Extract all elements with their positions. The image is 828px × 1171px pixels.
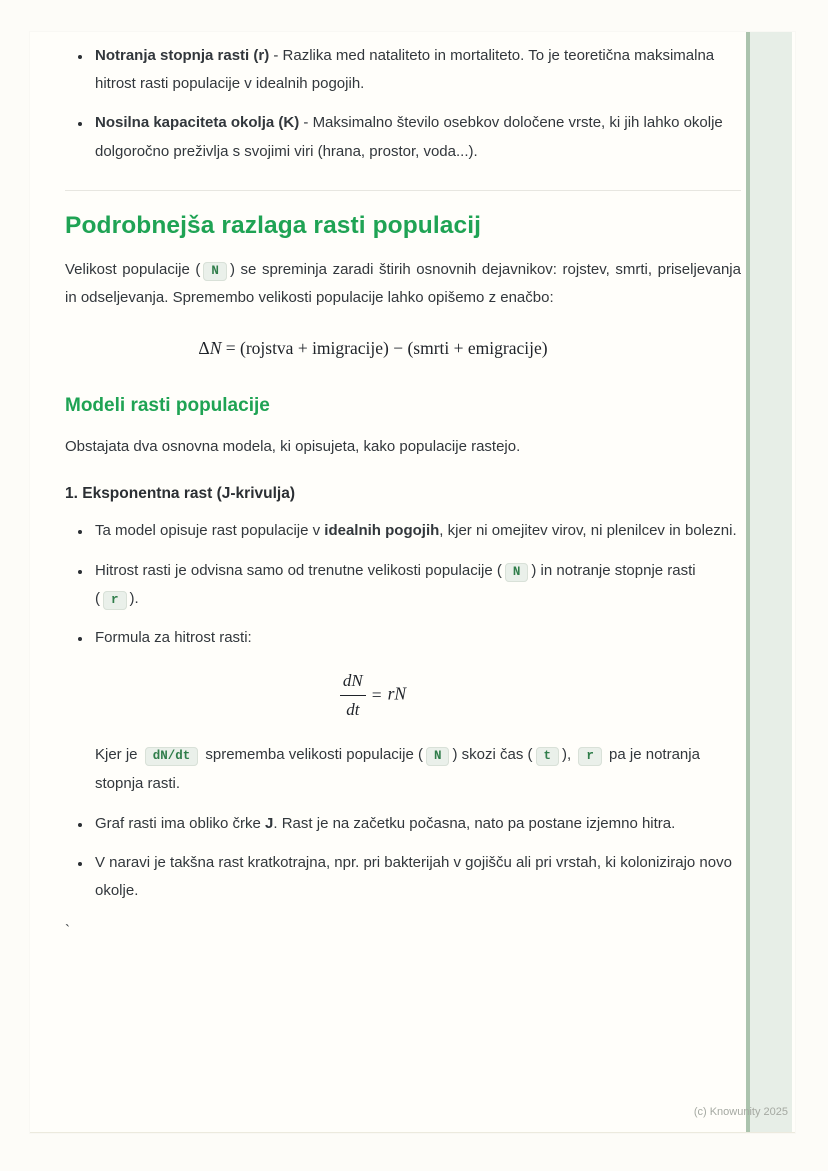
text-run: Graf rasti ima obliko črke	[95, 814, 266, 832]
stray-backtick-text	[65, 917, 741, 945]
text-run: ),	[562, 746, 576, 764]
text-run: sprememba velikosti populacije (	[201, 746, 423, 764]
math-roman: = (rojstva + imigracije) − (smrti + emigracije)	[221, 337, 548, 358]
bold-text: Notranja stopnja rasti (r)	[95, 47, 270, 64]
list-item	[92, 517, 741, 545]
text-run: V naravi je takšna rast kratkotrajna, npr. pri bakterijah v gojišču ali pri vrstah, ki kolonizirajo novo okolje.	[95, 853, 732, 900]
section-divider	[65, 190, 741, 191]
bullet-list	[65, 42, 741, 166]
inline-code-badge: N	[426, 747, 450, 766]
bold-text: Nosilna kapaciteta okolja (K)	[95, 114, 300, 132]
equation-growth-rate	[95, 670, 651, 721]
page-accent-bar	[746, 32, 792, 1132]
inline-code-badge: N	[203, 262, 227, 281]
text-run: ) skozi čas (	[452, 746, 533, 764]
math-variable: rN	[387, 683, 407, 704]
text-run: Hitrost rasti je odvisna samo od trenutne velikosti populacije (	[95, 561, 502, 579]
list-item	[92, 624, 741, 798]
copyright-watermark: (c) Knowunity 2025	[693, 1106, 788, 1118]
list-heading: 1. Eksponentna rast (J-krivulja)	[65, 485, 295, 503]
inline-code-badge: N	[505, 563, 529, 582]
bold-text: J	[265, 814, 274, 832]
fraction-numerator: dN	[340, 670, 366, 696]
article-content	[65, 32, 741, 958]
text-run: `	[65, 922, 70, 940]
list-item	[92, 42, 741, 98]
text-run: . Rast je na začetku počasna, nato pa postane izjemno hitra.	[273, 814, 676, 832]
fraction	[340, 670, 366, 721]
list-item	[92, 810, 741, 838]
subsection-heading: Modeli rasti populacije	[65, 395, 270, 417]
equals-sign: =	[371, 685, 382, 706]
inline-code-badge: r	[103, 591, 127, 610]
list-item	[92, 557, 741, 613]
text-run: Velikost populacije (	[65, 261, 201, 279]
text-run: - Razlika med nataliteto in mortaliteto. To je teoretična maksimalna hitrost rasti populacije v idealnih pogojih.	[95, 47, 715, 93]
fraction-denominator: dt	[346, 700, 360, 720]
text-run: pa je notranja stopnja rasti.	[95, 746, 700, 792]
main-section-heading: Podrobnejša razlaga rasti populacij	[65, 211, 482, 239]
bullet-list	[65, 517, 741, 905]
text-run: Ta model opisuje rast populacije v	[95, 522, 325, 540]
paragraph	[65, 433, 741, 461]
note-sheet	[30, 32, 795, 1133]
text-run: Kjer je	[95, 746, 142, 764]
equation-population-change	[65, 337, 681, 360]
paragraph	[95, 741, 741, 797]
inline-code-badge: dN/dt	[145, 747, 199, 766]
inline-code-badge: t	[536, 747, 560, 766]
text-run: ).	[129, 589, 139, 607]
bold-text: idealnih pogojih	[324, 522, 440, 540]
math-variable: N	[209, 337, 222, 358]
paragraph	[65, 256, 741, 312]
list-item	[92, 109, 741, 165]
text-run: Formula za hitrost rasti:	[95, 629, 252, 647]
text-run: , kjer ni omejitev virov, ni plenilcev in bolezni.	[439, 522, 737, 540]
inline-code-badge: r	[578, 747, 602, 766]
text-run: Obstajata dva osnovna modela, ki opisujeta, kako populacije rastejo.	[65, 438, 521, 456]
list-item-sub-content	[95, 670, 741, 798]
text-run: ) in notranje stopnje rasti (	[95, 561, 696, 607]
text-run: ) se spreminja zaradi štirih osnovnih dejavnikov: rojstev, smrti, priseljevanja in odseljevanja. Spremembo velikosti populacije lahko opišemo z enačbo:	[65, 261, 741, 307]
text-run: - Maksimalno število osebkov določene vrste, ki jih lahko okolje dolgoročno preživlja s svojimi viri (hrana, prostor, voda...).	[95, 114, 723, 160]
math-roman: Δ	[198, 337, 210, 358]
list-item	[92, 849, 741, 905]
